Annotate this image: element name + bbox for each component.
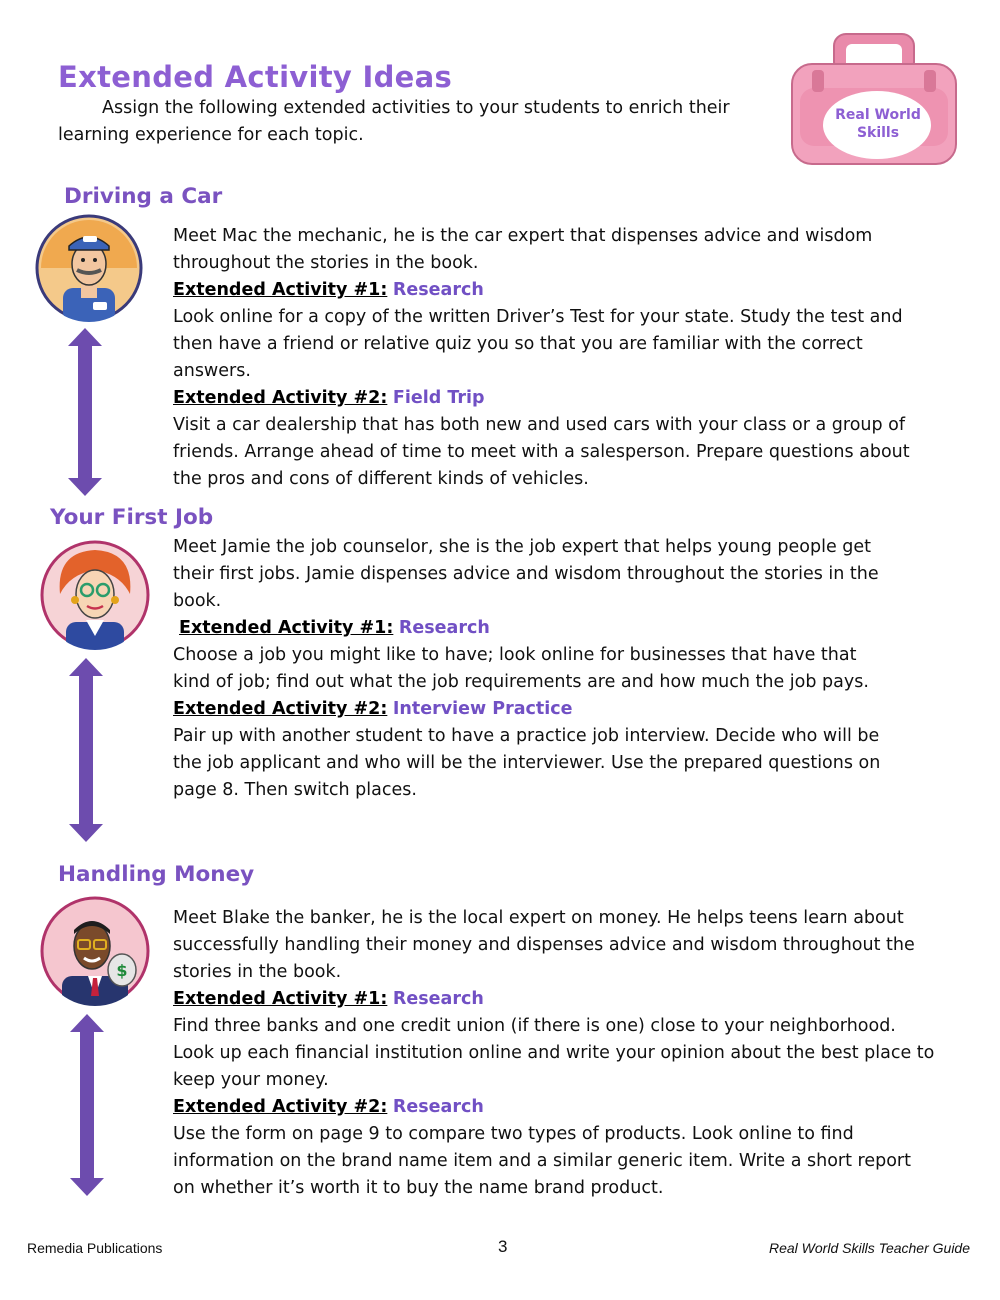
section-intro: Meet Mac the mechanic, he is the car expert that dispenses advice and wisdom throughout the stories in the book. (173, 226, 873, 273)
section-intro: Meet Jamie the job counselor, she is the job expert that helps young people get their first jobs. Jamie dispenses advice and wisdom throughout the stories in the book. (173, 537, 879, 611)
activity-1-label: Extended Activity #1: (179, 618, 394, 638)
activity-2-text: Use the form on page 9 to compare two types of products. Look online to find information on the brand name item and a similar generic item. Write a short report on whether it’s worth it to buy the name brand product. (173, 1124, 911, 1198)
activity-1-type: Research (398, 618, 490, 638)
page-title: Extended Activity Ideas (58, 60, 453, 94)
activity-1-text: Choose a job you might like to have; look online for businesses that have that kind of job; find out what the job requirements are and how much the job pays. (173, 645, 869, 692)
connector-arrow-2-icon (69, 658, 103, 842)
activity-2-text: Pair up with another student to have a practice job interview. Decide who will be the job applicant and who will be the interviewer. Use the prepared questions on page 8. Then switch places. (173, 726, 881, 800)
badge-label (826, 106, 930, 142)
section-body-driving (173, 223, 933, 493)
activity-2-type: Interview Practice (392, 699, 573, 719)
section-body-job (173, 534, 883, 804)
banker-avatar-icon (40, 896, 150, 1006)
section-title-money: Handling Money (58, 862, 255, 887)
footer-guide-title: Real World Skills Teacher Guide (768, 1240, 970, 1256)
section-title-job: Your First Job (50, 505, 214, 530)
activity-2-text: Visit a car dealership that has both new and used cars with your class or a group of friends. Arrange ahead of time to meet with a salesperson. Prepare questions about the pros and cons of different kinds of vehicles. (173, 415, 910, 489)
mechanic-avatar-icon (35, 214, 143, 322)
svg-text:$: $ (116, 961, 128, 980)
activity-2-label: Extended Activity #2: (173, 388, 388, 408)
activity-2-type: Field Trip (392, 388, 485, 408)
footer-publisher: Remedia Publications (27, 1240, 163, 1256)
connector-arrow-3-icon (70, 1014, 104, 1196)
connector-arrow-1-icon (68, 328, 102, 496)
job-counselor-avatar-icon (40, 540, 150, 650)
badge-line-1: Real World (835, 107, 921, 123)
activity-1-type: Research (392, 989, 484, 1009)
activity-1-type: Research (392, 280, 484, 300)
badge-line-2: Skills (856, 125, 900, 141)
lunchbox-badge-icon (788, 30, 960, 168)
section-intro: Meet Blake the banker, he is the local expert on money. He helps teens learn about successfully handling their money and dispenses advice and wisdom throughout the stories in the book. (173, 908, 915, 982)
intro-paragraph: Assign the following extended activities to your students to enrich their learning experience for each topic. (58, 98, 730, 145)
activity-2-label: Extended Activity #2: (173, 1097, 388, 1117)
section-body-money (173, 905, 938, 1202)
activity-1-label: Extended Activity #1: (173, 989, 388, 1009)
activity-1-text: Find three banks and one credit union (if there is one) close to your neighborhood. Look up each financial institution online and write your opinion about the best place to keep your money. (173, 1016, 935, 1090)
activity-1-label: Extended Activity #1: (173, 280, 388, 300)
footer-page-number: 3 (498, 1237, 508, 1256)
section-title-driving: Driving a Car (64, 184, 223, 209)
activity-2-label: Extended Activity #2: (173, 699, 388, 719)
activity-2-type: Research (392, 1097, 484, 1117)
activity-1-text: Look online for a copy of the written Driver’s Test for your state. Study the test and then have a friend or relative quiz you so that you are familiar with the correct answers. (173, 307, 903, 381)
